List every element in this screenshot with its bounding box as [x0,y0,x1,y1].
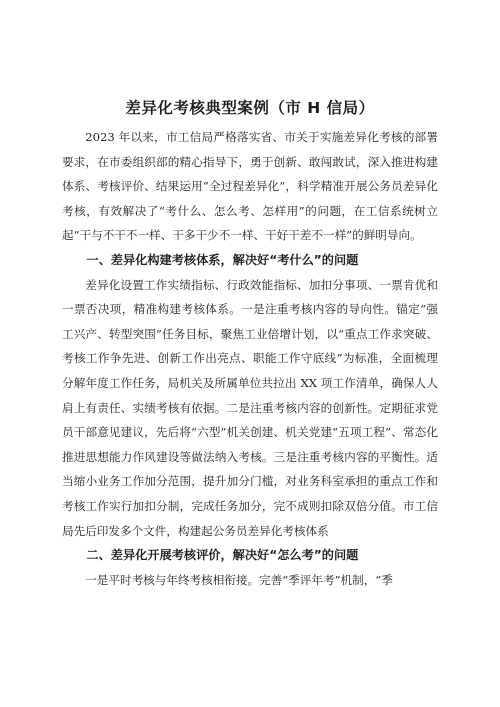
section-1-paragraph: 差异化设置工作实绩指标、行政效能指标、加扣分事项、一票肯优和一票否决项，精准构建考核体系。一是注重考核内容的导向性。锚定“强工兴产、转型突围”任务目标，聚焦工业倍增计划，以“重点工作求突破、考核工作争先进、创新工作出亮点、职能工作守底线”为标准，全面梳理分解年度工作任务，局机关及所属单位共拉出 XX 项工作清单，确保人人肩上有责任、实绩考核有依据。二是注重考核内容的创新性。定期征求党员干部意见建议，先后将“六型”机关创建、机关党建“五项工程”、常态化推进思想能力作风建设等做法纳入考核。三是注重考核内容的平衡性。适当缩小业务工作加分范围，提升加分门槛，对业务科室承担的重点工作和考核工作实行加扣分制，完成任务加分，完不成则扣除双倍分值。市工信局先后印发多个文件，构建起公务员差异化考核体系 [62,277,438,538]
section-heading-2: 二、差异化开展考核评价，解决好“怎么考”的问题 [86,548,359,563]
intro-paragraph: 2023 年以来，市工信局严格落实省、市关于实施差异化考核的部署要求，在市委组织部的精心指导下，勇于创新、敢闯敢试，深入推进构建体系、考核评价、结果运用“全过程差异化”，科学精准开展公务员差异化考核，有效解决了“考什么、怎么考、怎样用”的问题，在工信系统树立起“干与不干不一样、干多干少不一样、干好干差不一样”的鲜明导向。 [62,130,438,243]
document-body [62,125,438,592]
section-2-paragraph: 一是平时考核与年终考核相衔接。完善“季评年考”机制，“季 [85,572,393,587]
document-title: 差异化考核典型案例（市 H 信局） [125,99,375,117]
section-heading-1: 一、差异化构建考核体系，解决好“考什么”的问题 [86,252,359,267]
